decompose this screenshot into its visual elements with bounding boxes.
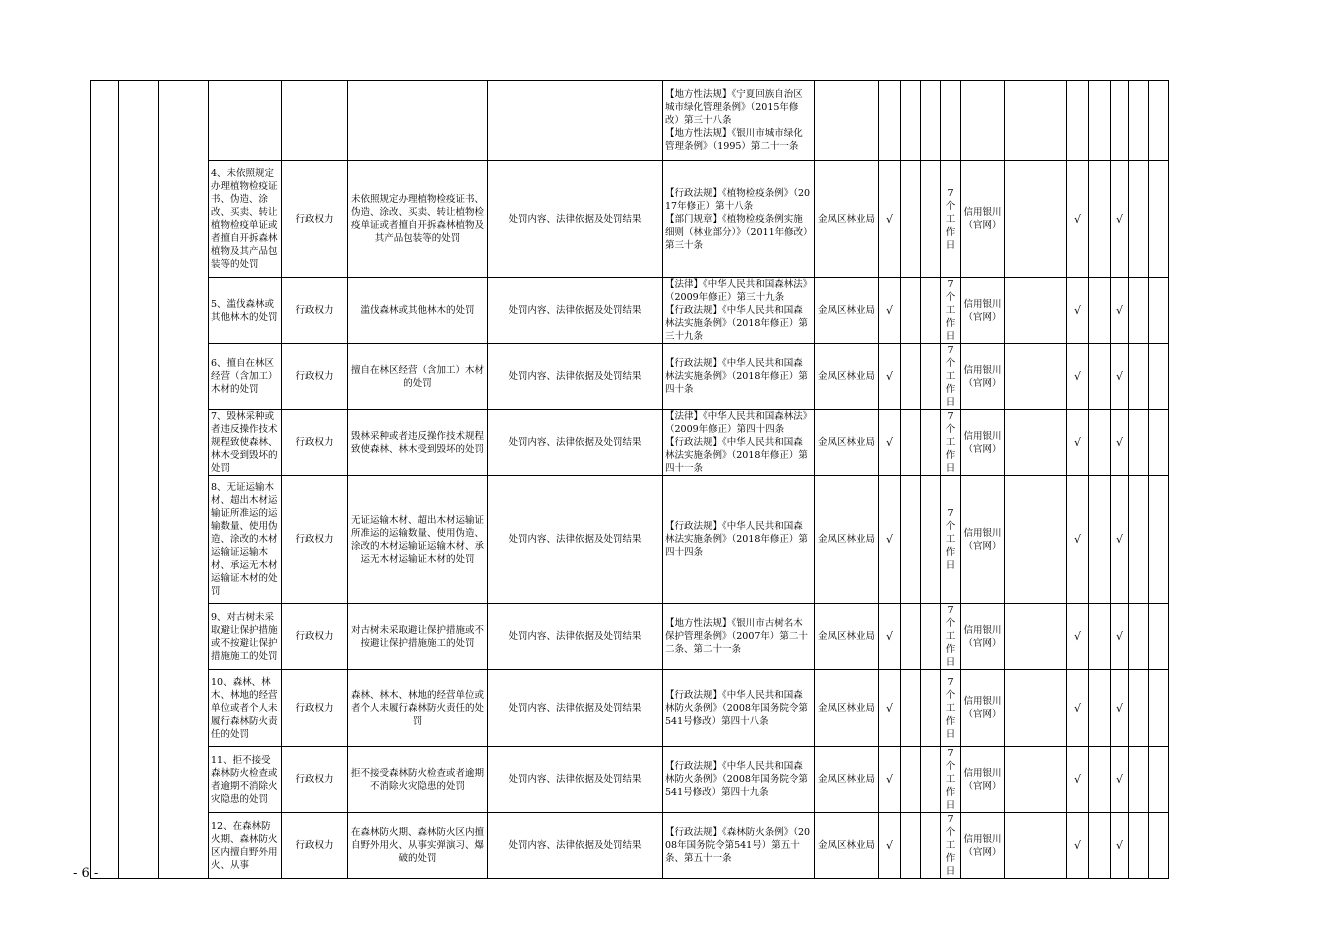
empty-cell [901, 410, 921, 476]
empty-cell [921, 344, 941, 410]
empty-cell [1149, 81, 1169, 161]
department-cell [815, 81, 879, 161]
empty-cell [1149, 604, 1169, 670]
empty-cell [1005, 476, 1067, 604]
check-mark-cell: √ [879, 813, 901, 879]
channel-cell [961, 81, 1005, 161]
channel-cell: 信用银川（官网） [961, 278, 1005, 344]
legal-basis-cell: 【法律】《中华人民共和国森林法》（2009年修正）第三十九条 【行政法规】《中华人民共和国森林法实施条例》（2018年修正）第三十九条 [663, 278, 815, 344]
disclosure-scope-cell: 处罚内容、法律依据及处罚结果 [488, 476, 663, 604]
disclosure-scope-cell: 处罚内容、法律依据及处罚结果 [488, 813, 663, 879]
empty-cell [921, 813, 941, 879]
check-mark-cell: √ [1111, 604, 1129, 670]
disclosure-scope-cell: 处罚内容、法律依据及处罚结果 [488, 344, 663, 410]
power-type-cell: 行政权力 [282, 344, 348, 410]
item-name-cell: 9、对古树未采取避让保护措施或不按避让保护措施施工的处罚 [209, 604, 282, 670]
empty-cell [1089, 81, 1111, 161]
empty-cell [1005, 161, 1067, 278]
disclosure-table [90, 80, 1237, 879]
empty-cell [1089, 476, 1111, 604]
check-mark-cell [1111, 81, 1129, 161]
deadline-cell: 7个工作日 [941, 278, 961, 344]
empty-cell [1129, 410, 1149, 476]
merged-left-cell [159, 81, 209, 879]
check-mark-cell: √ [1067, 604, 1089, 670]
empty-cell [1149, 813, 1169, 879]
empty-cell [921, 278, 941, 344]
empty-cell [921, 161, 941, 278]
empty-cell [901, 670, 921, 747]
empty-cell [1149, 161, 1169, 278]
department-cell: 金凤区林业局 [815, 278, 879, 344]
item-name-cell: 4、未依照规定办理植物检疫证书、伪造、涂改、买卖、转让植物检疫单证或者擅自开拆森林植物及其产品包装等的处罚 [209, 161, 282, 278]
empty-cell [921, 670, 941, 747]
item-name-cell: 11、拒不接受森林防火检查或者逾期不消除火灾隐患的处罚 [209, 747, 282, 813]
channel-cell: 信用银川（官网） [961, 747, 1005, 813]
table-row [91, 813, 1237, 879]
channel-cell: 信用银川（官网） [961, 344, 1005, 410]
empty-cell [1089, 344, 1111, 410]
disclosure-scope-cell [488, 81, 663, 161]
disclosure-content-cell: 在森林防火期、森林防火区内擅自野外用火、从事实弹演习、爆破的处罚 [348, 813, 488, 879]
disclosure-scope-cell: 处罚内容、法律依据及处罚结果 [488, 604, 663, 670]
deadline-cell: 7个工作日 [941, 604, 961, 670]
empty-cell [1129, 81, 1149, 161]
empty-cell [1005, 81, 1067, 161]
department-cell: 金凤区林业局 [815, 670, 879, 747]
item-name-cell: 8、无证运输木材、超出木材运输证所准运的运输数量、使用伪造、涂改的木材运输证运输木材、承运无木材运输证木材的处罚 [209, 476, 282, 604]
check-mark-cell: √ [1111, 813, 1129, 879]
channel-cell: 信用银川（官网） [961, 813, 1005, 879]
empty-cell [901, 813, 921, 879]
empty-cell [921, 747, 941, 813]
disclosure-scope-cell: 处罚内容、法律依据及处罚结果 [488, 278, 663, 344]
empty-cell [901, 344, 921, 410]
department-cell: 金凤区林业局 [815, 476, 879, 604]
legal-basis-cell: 【行政法规】《中华人民共和国森林法实施条例》（2018年修正）第四十四条 [663, 476, 815, 604]
check-mark-cell: √ [1111, 670, 1129, 747]
disclosure-content-cell: 滥伐森林或其他林木的处罚 [348, 278, 488, 344]
empty-cell [1129, 476, 1149, 604]
empty-cell [1089, 670, 1111, 747]
table-row [91, 344, 1237, 410]
legal-basis-cell: 【行政法规】《中华人民共和国森林法实施条例》（2018年修正）第四十条 [663, 344, 815, 410]
empty-cell [901, 604, 921, 670]
page-number: - 6 - [73, 866, 99, 881]
empty-cell [1149, 278, 1169, 344]
deadline-cell: 7个工作日 [941, 161, 961, 278]
empty-cell [1089, 747, 1111, 813]
check-mark-cell: √ [1067, 161, 1089, 278]
check-mark-cell: √ [1111, 476, 1129, 604]
empty-cell [1005, 670, 1067, 747]
power-type-cell: 行政权力 [282, 747, 348, 813]
deadline-cell: 7个工作日 [941, 670, 961, 747]
check-mark-cell [1067, 81, 1089, 161]
empty-cell [1129, 604, 1149, 670]
disclosure-content-cell: 拒不接受森林防火检查或者逾期不消除火灾隐患的处罚 [348, 747, 488, 813]
disclosure-content-cell: 未依照规定办理植物检疫证书、伪造、涂改、买卖、转让植物检疫单证或者擅自开拆森林植物及其产品包装等的处罚 [348, 161, 488, 278]
channel-cell: 信用银川（官网） [961, 604, 1005, 670]
empty-cell [1089, 813, 1111, 879]
power-type-cell: 行政权力 [282, 604, 348, 670]
empty-cell [1129, 670, 1149, 747]
empty-cell [1005, 813, 1067, 879]
power-type-cell: 行政权力 [282, 410, 348, 476]
check-mark-cell: √ [1067, 813, 1089, 879]
legal-basis-cell: 【行政法规】《植物检疫条例》（2017年修正）第十八条 【部门规章】《植物检疫条例实施细则（林业部分）》（2011年修改）第三十条 [663, 161, 815, 278]
empty-cell [1129, 161, 1149, 278]
empty-cell [1089, 604, 1111, 670]
channel-cell: 信用银川（官网） [961, 161, 1005, 278]
check-mark-cell: √ [1111, 410, 1129, 476]
channel-cell: 信用银川（官网） [961, 670, 1005, 747]
table-row [91, 747, 1237, 813]
department-cell: 金凤区林业局 [815, 410, 879, 476]
power-type-cell [282, 81, 348, 161]
disclosure-content-cell: 森林、林木、林地的经营单位或者个人未履行森林防火责任的处罚 [348, 670, 488, 747]
item-name-cell: 5、滥伐森林或其他林木的处罚 [209, 278, 282, 344]
power-type-cell: 行政权力 [282, 813, 348, 879]
channel-cell: 信用银川（官网） [961, 410, 1005, 476]
empty-cell [1089, 410, 1111, 476]
disclosure-content-cell: 擅自在林区经营（含加工）木材的处罚 [348, 344, 488, 410]
disclosure-scope-cell: 处罚内容、法律依据及处罚结果 [488, 410, 663, 476]
table-row [91, 670, 1237, 747]
table-row [91, 604, 1237, 670]
power-type-cell: 行政权力 [282, 161, 348, 278]
department-cell: 金凤区林业局 [815, 747, 879, 813]
table-row [91, 81, 1237, 161]
check-mark-cell: √ [1067, 670, 1089, 747]
check-mark-cell: √ [1111, 278, 1129, 344]
empty-cell [1129, 344, 1149, 410]
empty-cell [1129, 747, 1149, 813]
department-cell: 金凤区林业局 [815, 604, 879, 670]
legal-basis-cell: 【行政法规】《中华人民共和国森林防火条例》（2008年国务院令第541号修改）第四十八条 [663, 670, 815, 747]
item-name-cell: 12、在森林防火期、森林防火区内擅自野外用火、从事 [209, 813, 282, 879]
power-type-cell: 行政权力 [282, 278, 348, 344]
empty-cell [1005, 278, 1067, 344]
item-name-cell: 6、擅自在林区经营（含加工）木材的处罚 [209, 344, 282, 410]
empty-cell [1005, 747, 1067, 813]
check-mark-cell: √ [1067, 278, 1089, 344]
merged-left-cell [119, 81, 159, 879]
empty-cell [1089, 161, 1111, 278]
check-mark-cell: √ [879, 278, 901, 344]
deadline-cell: 7个工作日 [941, 344, 961, 410]
empty-cell [921, 476, 941, 604]
empty-cell [921, 604, 941, 670]
legal-basis-cell: 【行政法规】《中华人民共和国森林防火条例》（2008年国务院令第541号修改）第四十九条 [663, 747, 815, 813]
check-mark-cell: √ [879, 476, 901, 604]
disclosure-content-cell: 对古树未采取避让保护措施或不按避让保护措施施工的处罚 [348, 604, 488, 670]
check-mark-cell [879, 81, 901, 161]
power-type-cell: 行政权力 [282, 670, 348, 747]
empty-cell [901, 476, 921, 604]
empty-cell [901, 81, 921, 161]
table-row [91, 476, 1237, 604]
disclosure-content-cell: 毁林采种或者违反操作技术规程致使森林、林木受到毁坏的处罚 [348, 410, 488, 476]
empty-cell [901, 747, 921, 813]
empty-cell [1129, 278, 1149, 344]
empty-cell [1149, 344, 1169, 410]
legal-basis-cell: 【法律】《中华人民共和国森林法》（2009年修正）第四十四条 【行政法规】《中华人民共和国森林法实施条例》（2018年修正）第四十一条 [663, 410, 815, 476]
check-mark-cell: √ [879, 604, 901, 670]
empty-cell [1005, 344, 1067, 410]
check-mark-cell: √ [879, 344, 901, 410]
deadline-cell: 7个工作日 [941, 410, 961, 476]
empty-cell [1149, 670, 1169, 747]
table-row [91, 161, 1237, 278]
item-name-cell [209, 81, 282, 161]
empty-cell [1149, 410, 1169, 476]
channel-cell: 信用银川（官网） [961, 476, 1005, 604]
empty-cell [901, 278, 921, 344]
department-cell: 金凤区林业局 [815, 813, 879, 879]
item-name-cell: 10、森林、林木、林地的经营单位或者个人未履行森林防火责任的处罚 [209, 670, 282, 747]
empty-cell [1149, 747, 1169, 813]
check-mark-cell: √ [1067, 747, 1089, 813]
check-mark-cell: √ [1067, 410, 1089, 476]
item-name-cell: 7、毁林采种或者违反操作技术规程致使森林、林木受到毁坏的处罚 [209, 410, 282, 476]
empty-cell [921, 81, 941, 161]
check-mark-cell: √ [1067, 476, 1089, 604]
check-mark-cell: √ [879, 161, 901, 278]
merged-left-cell [91, 81, 119, 879]
disclosure-content-cell: 无证运输木材、超出木材运输证所准运的运输数量、使用伪造、涂改的木材运输证运输木材、承运无木材运输证木材的处罚 [348, 476, 488, 604]
empty-cell [1005, 604, 1067, 670]
legal-basis-cell: 【行政法规】《森林防火条例》（2008年国务院令第541号）第五十条、第五十一条 [663, 813, 815, 879]
table-row [91, 410, 1237, 476]
check-mark-cell: √ [879, 747, 901, 813]
empty-cell [1149, 476, 1169, 604]
deadline-cell: 7个工作日 [941, 813, 961, 879]
check-mark-cell: √ [879, 670, 901, 747]
check-mark-cell: √ [879, 410, 901, 476]
check-mark-cell: √ [1111, 747, 1129, 813]
department-cell: 金凤区林业局 [815, 161, 879, 278]
empty-cell [1005, 410, 1067, 476]
empty-cell [921, 410, 941, 476]
legal-basis-cell: 【地方性法规】《银川市古树名木保护管理条例》（2007年）第二十二条、第二十一条 [663, 604, 815, 670]
disclosure-scope-cell: 处罚内容、法律依据及处罚结果 [488, 747, 663, 813]
check-mark-cell: √ [1111, 344, 1129, 410]
deadline-cell [941, 81, 961, 161]
deadline-cell: 7个工作日 [941, 476, 961, 604]
disclosure-scope-cell: 处罚内容、法律依据及处罚结果 [488, 670, 663, 747]
check-mark-cell: √ [1067, 344, 1089, 410]
disclosure-scope-cell: 处罚内容、法律依据及处罚结果 [488, 161, 663, 278]
deadline-cell: 7个工作日 [941, 747, 961, 813]
table-row [91, 278, 1237, 344]
empty-cell [901, 161, 921, 278]
empty-cell [1129, 813, 1149, 879]
department-cell: 金凤区林业局 [815, 344, 879, 410]
empty-cell [1089, 278, 1111, 344]
disclosure-content-cell [348, 81, 488, 161]
check-mark-cell: √ [1111, 161, 1129, 278]
legal-basis-cell: 【地方性法规】《宁夏回族自治区城市绿化管理条例》（2015年修改）第三十八条 【地方性法规】《银川市城市绿化管理条例》（1995）第二十一条 [663, 81, 815, 161]
power-type-cell: 行政权力 [282, 476, 348, 604]
